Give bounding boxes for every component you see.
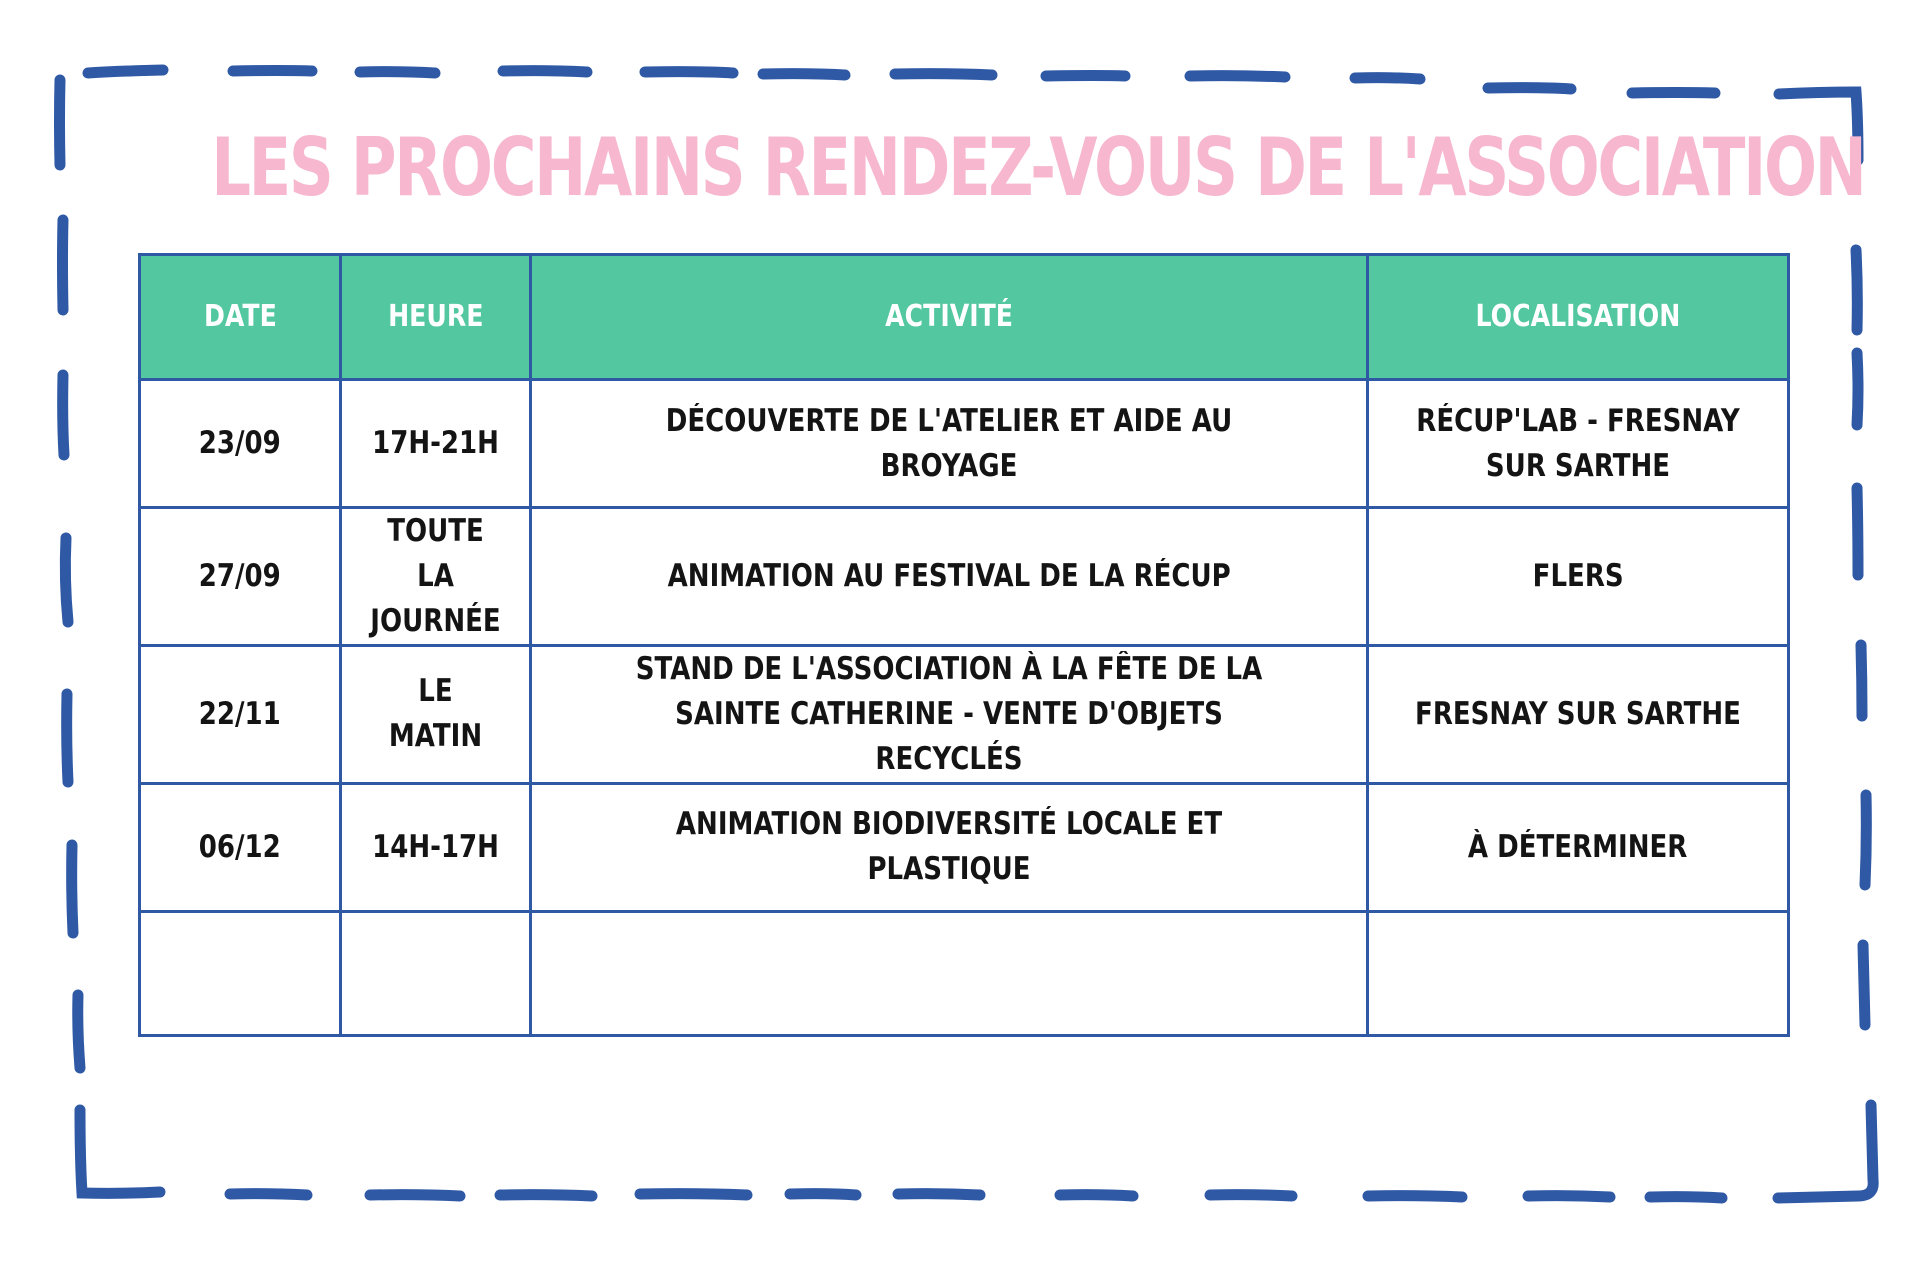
time-cell: TOUTE LA JOURNÉE (341, 508, 531, 646)
schedule-table (138, 253, 1790, 1037)
date-cell: 06/12 (140, 783, 341, 911)
location-cell: RÉCUP'LAB - FRESNAY SUR SARTHE (1368, 380, 1789, 508)
location-cell (1368, 911, 1789, 1035)
time-cell (341, 911, 531, 1035)
activity-cell: STAND DE L'ASSOCIATION À LA FÊTE DE LA SAINTE CATHERINE - VENTE D'OBJETS RECYCLÉS (531, 645, 1368, 783)
activity-cell: ANIMATION BIODIVERSITÉ LOCALE ET PLASTIQUE (531, 783, 1368, 911)
date-cell: 22/11 (140, 645, 341, 783)
time-cell: 14H-17H (341, 783, 531, 911)
location-cell: À DÉTERMINER (1368, 783, 1789, 911)
table-row (140, 645, 1789, 783)
table-row (140, 508, 1789, 646)
page-title: LES PROCHAINS RENDEZ-VOUS DE L'ASSOCIATION (211, 121, 1865, 214)
table-row-empty (140, 911, 1789, 1035)
date-cell: 27/09 (140, 508, 341, 646)
time-cell: 17H-21H (341, 380, 531, 508)
column-header-heure: HEURE (341, 255, 531, 380)
activity-cell: DÉCOUVERTE DE L'ATELIER ET AIDE AU BROYAGE (531, 380, 1368, 508)
column-header-activite: ACTIVITÉ (531, 255, 1368, 380)
time-cell: LE MATIN (341, 645, 531, 783)
date-cell: 23/09 (140, 380, 341, 508)
activity-cell (531, 911, 1368, 1035)
location-cell: FLERS (1368, 508, 1789, 646)
column-header-localisation: LOCALISATION (1368, 255, 1789, 380)
table-header-row (140, 255, 1789, 380)
table-row (140, 380, 1789, 508)
activity-cell: ANIMATION AU FESTIVAL DE LA RÉCUP (531, 508, 1368, 646)
table-row (140, 783, 1789, 911)
column-header-date: DATE (140, 255, 341, 380)
location-cell: FRESNAY SUR SARTHE (1368, 645, 1789, 783)
date-cell (140, 911, 341, 1035)
